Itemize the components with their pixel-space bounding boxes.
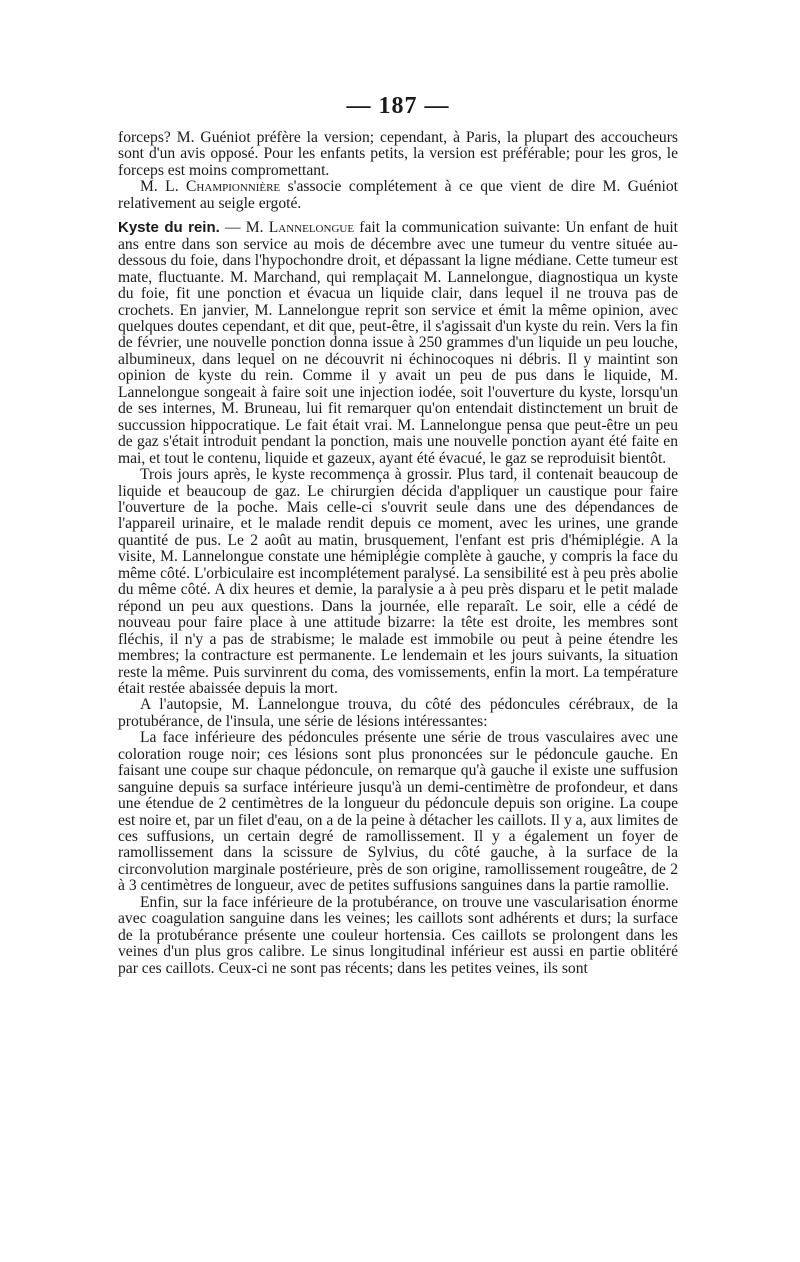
paragraph-3-text: fait la communication suivante: Un enfant de huit ans entre dans son service au mois de décembre avec une tumeur du ventre située au-dessous du foie, dans l'hypochondre droit, et dépassant la ligne médiane. Cette tumeur est mate, fluctuante. M. Marchand, qui remplaçait M. Lannelongue, diagnostiqua un kyste du foie, fit une ponction et évacua un liquide clair, dans lequel il ne trouva pas de crochets. En janvier, M. Lannelongue reprit son service et émit la même opinion, avec quelques doutes cependant, et dit que, peut-être, il s'agissait d'un kyste du rein. Vers la fin de février, une nouvelle ponction donna issue à 250 grammes d'un liquide un peu louche, albumineux, dans lequel on ne découvrit ni échinocoques ni débris. Il y maintint son opinion de kyste du rein. Comme il y avait un peu de pus dans le liquide, M. Lannelongue songeait à faire soit une injection iodée, soit l'ouverture du kyste, lorsqu'un de ses internes, M. Bruneau, lui fit remarquer qu'on entendait distinctement un bruit de succussion hippocratique. Le fait était vrai. M. Lannelongue pensa que peut-être un peu de gaz s'était introduit pendant la ponction, mais une nouvelle ponction ayant été faite en mai, et tout le contenu, liquide et gazeux, ayant été évacué, le gaz se reproduisit bientôt.	[118, 219, 678, 467]
speaker-name: Lannelongue	[268, 219, 355, 237]
book-page	[118, 92, 678, 977]
speaker-prefix: M. L.	[140, 178, 187, 196]
paragraph-7: Enfin, sur la face inférieure de la protubérance, on trouve une vascularisation énorme avec coagulation sanguine dans les veines; les caillots sont adhérents et durs; la surface de la protubérance présente une couleur hortensia. Ces caillots se prolongent dans les veines d'un plus gros calibre. Le sinus longitudinal inférieur est aussi en partie oblitéré par ces caillots. Ceux-ci ne sont pas récents; dans les petites veines, ils sont	[118, 893, 678, 977]
paragraph-3	[118, 220, 678, 467]
paragraph-5: A l'autopsie, M. Lannelongue trouva, du côté des pédoncules cérébraux, de la protubérance, de l'insula, une série de lésions intéressantes:	[118, 696, 678, 730]
paragraph-1: forceps? M. Guéniot préfère la version; cependant, à Paris, la plupart des accoucheurs sont d'un avis opposé. Pour les enfants petits, la version est préférable; pour les gros, le forceps est moins compromettant.	[118, 129, 678, 179]
speaker-name: Championnière	[186, 178, 281, 196]
paragraph-2-text: s'associe complétement à ce que vient de dire M. Guéniot relativement au seigle ergoté.	[118, 178, 678, 212]
paragraph-4: Trois jours après, le kyste recommença à grossir. Plus tard, il contenait beaucoup de liquide et beaucoup de gaz. Le chirurgien décida d'appliquer un caustique pour faire l'ouverture de la poche. Mais celle-ci s'ouvrit seule dans une des dépendances de l'appareil urinaire, et le malade rendit depuis ce moment, avec les urines, une grande quantité de pus. Le 2 août au matin, brusquement, l'enfant est pris d'hémiplégie. A la visite, M. Lannelongue constate une hémiplégie complète à gauche, y compris la face du même côté. L'orbiculaire est incomplétement paralysé. La sensibilité est à peu près abolie du même côté. A dix heures et demie, la paralysie a à peu près disparu et le petit malade répond un peu aux questions. Dans la journée, elle reparaît. Le soir, elle a cédé de nouveau pour faire place à une attitude bizarre: la tête est droite, les membres sont fléchis, il n'y a pas de strabisme; le malade est immobile ou peut à peine étendre les membres; la contracture est permanente. Le lendemain et les jours suivants, la situation reste la même. Puis survinrent du coma, des vomissements, enfin la mort. La température était restée abaissée depuis la mort.	[118, 466, 678, 697]
paragraph-2	[118, 179, 678, 212]
heading-dash: — M.	[219, 219, 269, 237]
page-number: — 187 —	[346, 93, 450, 119]
section-heading: Kyste du rein.	[118, 219, 220, 237]
page-body	[118, 130, 678, 977]
paragraph-6: La face inférieure des pédoncules présente une série de trous vasculaires avec une coloration rouge noir; ces lésions sont plus prononcées sur le pédoncule gauche. En faisant une coupe sur chaque pédoncule, on remarque qu'à gauche il existe une suffusion sanguine depuis sa surface intérieure jusqu'à un demi-centimètre de profondeur, et dans une étendue de 2 centimètres de la longueur du pédoncule depuis son origine. La coupe est noire et, par un filet d'eau, on a de la peine à détacher les caillots. Il y a, aux limites de ces suffusions, un certain degré de ramollissement. Il y a également un foyer de ramollissement dans la scissure de Sylvius, du côté gauche, à la surface de la circonvolution marginale postérieure, près de son origine, ramollissement rougeâtre, de 2 à 3 centimètres de longueur, avec de petites suffusions sanguines dans la partie ramollie.	[118, 729, 678, 895]
